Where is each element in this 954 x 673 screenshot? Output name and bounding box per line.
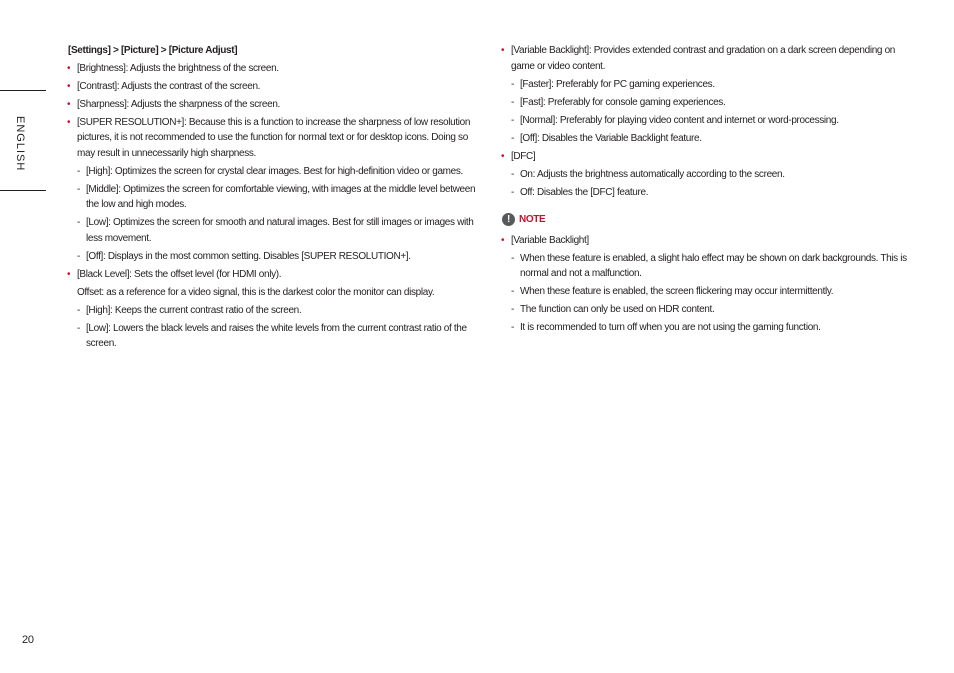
note-header [502,212,920,228]
language-label: ENGLISH [14,116,26,172]
note-sub-item-flicker: - When these feature is enabled, the screen flickering may occur intermittently. [502,284,920,300]
dfc-option-off: - Off: Disables the [DFC] feature. [502,185,920,201]
black-level-option-high: - [High]: Keeps the current contrast ratio of the screen. [68,303,484,319]
sidebar-rule-bottom [0,190,46,191]
bullet-dfc: • [DFC] [502,149,920,165]
page-number: 20 [22,634,34,646]
black-level-offset-text: Offset: as a reference for a video signal, this is the darkest color the monitor can display. [77,286,435,298]
note-sub-item-hdr: - The function can only be used on HDR content. [502,302,920,318]
exclamation-icon: ! [502,213,515,226]
section-heading: [Settings] > [Picture] > [Picture Adjust] [68,45,238,56]
bullet-contrast: • [Contrast]: Adjusts the contrast of the screen. [68,79,484,95]
variable-backlight-option-faster: - [Faster]: Preferably for PC gaming experiences. [502,77,920,93]
bullet-black-level: • [Black Level]: Sets the offset level (for HDMI only). [68,267,484,283]
super-resolution-option-high: - [High]: Optimizes the screen for crystal clear images. Best for high-definition video or games. [68,164,484,180]
left-column [68,43,484,354]
note-sub-item-gaming: - It is recommended to turn off when you are not using the gaming function. [502,320,920,336]
note-item-variable-backlight: • [Variable Backlight] [502,233,920,249]
super-resolution-option-middle: - [Middle]: Optimizes the screen for comfortable viewing, with images at the middle level between the low and high modes. [68,182,484,213]
sidebar-rule-top [0,90,46,91]
bullet-brightness: • [Brightness]: Adjusts the brightness of the screen. [68,61,484,77]
black-level-option-low: - [Low]: Lowers the black levels and raises the white levels from the current contrast ratio of the screen. [68,321,484,352]
bullet-sharpness: • [Sharpness]: Adjusts the sharpness of the screen. [68,97,484,113]
variable-backlight-option-off: - [Off]: Disables the Variable Backlight feature. [502,131,920,147]
variable-backlight-option-fast: - [Fast]: Preferably for console gaming experiences. [502,95,920,111]
right-column [502,43,920,338]
bullet-super-resolution: • [SUPER RESOLUTION+]: Because this is a function to increase the sharpness of low resolution pictures, it is not recommended to use the function for normal text or for desktop icons. Doing so may result in unnecessarily high sharpness. [68,115,484,162]
note-sub-item-halo: - When these feature is enabled, a slight halo effect may be shown on dark backgrounds. This is normal and not a malfunction. [502,251,920,282]
dfc-option-on: - On: Adjusts the brightness automatically according to the screen. [502,167,920,183]
super-resolution-option-low: - [Low]: Optimizes the screen for smooth and natural images. Best for still images or images with less movement. [68,215,484,246]
bullet-variable-backlight: • [Variable Backlight]: Provides extended contrast and gradation on a dark screen depending on game or video content. [502,43,920,74]
variable-backlight-option-normal: - [Normal]: Preferably for playing video content and internet or word-processing. [502,113,920,129]
super-resolution-option-off: - [Off]: Displays in the most common setting. Disables [SUPER RESOLUTION+]. [68,249,484,265]
note-title: NOTE [519,214,546,225]
